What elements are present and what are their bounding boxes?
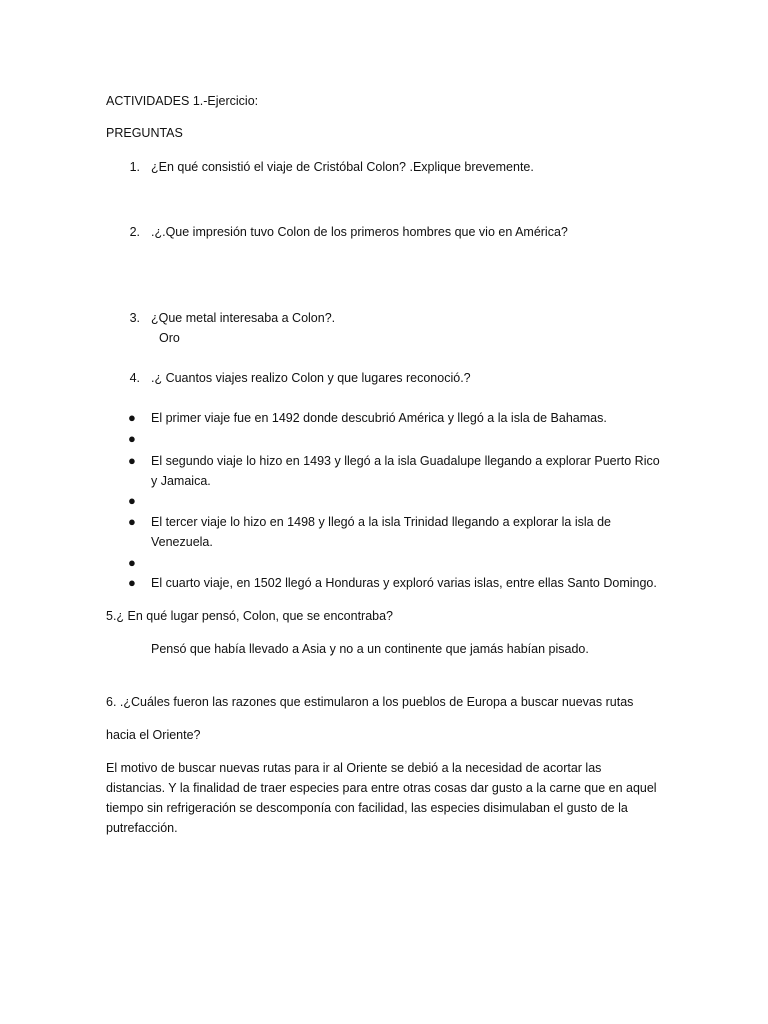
question-6-text-continued: hacia el Oriente? [106,728,201,742]
bullet-icon: ● [128,410,136,425]
question-6-answer-line: El motivo de buscar nuevas rutas para ir al Oriente se debió a la necesidad de acortar las [106,761,602,775]
question-6-answer-line: tiempo sin refrigeración se descomponía con facilidad, las especies disimulaban el gusto de la [106,801,628,815]
list-item-text: Venezuela. [151,535,213,549]
question-number: 1. [129,160,140,174]
list-item-text: El tercer viaje lo hizo en 1498 y llegó a la isla Trinidad llegando a explorar la isla de [151,515,611,529]
question-text: ¿Que metal interesaba a Colon?. [151,311,336,325]
list-item-text: El cuarto viaje, en 1502 llegó a Honduras y exploró varias islas, entre ellas Santo Domingo. [151,576,657,590]
question-6-answer-line: putrefacción. [106,821,178,835]
question-text: .¿ Cuantos viajes realizo Colon y que lugares reconoció.? [151,371,471,385]
bullet-icon: ● [128,555,136,570]
question-number: 3. [129,311,140,325]
list-item-text: El primer viaje fue en 1492 donde descubrió América y llegó a la isla de Bahamas. [151,411,607,425]
bullet-icon: ● [128,493,136,508]
question-6-answer-line: distancias. Y la finalidad de traer especies para entre otras cosas dar gusto a la carne que en aquel [106,781,657,795]
answer-text: Oro [159,331,180,345]
question-5-text: 5.¿ En qué lugar pensó, Colon, que se encontraba? [106,609,394,623]
bullet-icon: ● [128,514,136,529]
question-5-answer: Pensó que había llevado a Asia y no a un continente que jamás habían pisado. [151,642,589,656]
question-text: ¿En qué consistió el viaje de Cristóbal Colon? .Explique brevemente. [151,160,534,174]
question-text: .¿.Que impresión tuvo Colon de los primeros hombres que vio en América? [151,225,568,239]
question-6-text: 6. .¿Cuáles fueron las razones que estimularon a los pueblos de Europa a buscar nuevas rutas [106,695,634,709]
bullet-icon: ● [128,453,136,468]
question-number: 2. [129,225,140,239]
questions-subheading: PREGUNTAS [106,126,183,140]
bullet-icon: ● [128,431,136,446]
document-heading: ACTIVIDADES 1.-Ejercicio: [106,94,259,108]
list-item-text: y Jamaica. [151,474,211,488]
list-item-text: El segundo viaje lo hizo en 1493 y llegó a la isla Guadalupe llegando a explorar Puerto Rico [151,454,660,468]
question-number: 4. [129,371,140,385]
bullet-icon: ● [128,575,136,590]
